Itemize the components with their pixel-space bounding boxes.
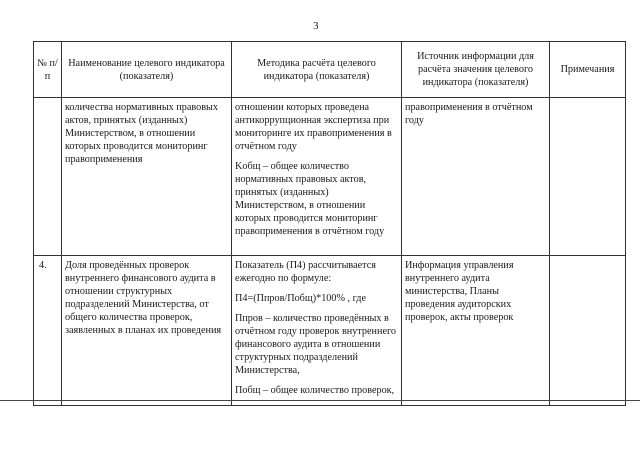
row-number: 4. <box>34 256 62 406</box>
method-paragraph: Показатель (П4) рассчитывается ежегодно по формуле: <box>235 260 376 284</box>
source-cell: правоприменения в отчётном году <box>402 98 550 256</box>
table-row <box>34 98 626 256</box>
notes-cell <box>550 98 626 256</box>
header-method: Методика расчёта целевого индикатора (показателя) <box>232 42 402 98</box>
table-header-row <box>34 42 626 98</box>
header-number: № п/п <box>34 42 62 98</box>
header-indicator-name: Наименование целевого индикатора (показателя) <box>62 42 232 98</box>
header-notes: Примечания <box>550 42 626 98</box>
indicator-name: количества нормативных правовых актов, принятых (изданных) Министерством, в отношении которых проводится мониторинг правоприменения <box>62 98 232 256</box>
method-paragraph: Ппров – количество проведённых в отчётном году проверок внутреннего финансового аудита в отношении структурных подразделений Министерства, <box>235 313 396 376</box>
formula: П4=(Ппров/Побщ)*100% , где <box>235 293 366 304</box>
method-paragraph: Kобщ – общее количество нормативных правовых актов, принятых (изданных) Министерством, в отношении которых проводится мониторинг правоприменения в отчётном году <box>235 161 385 237</box>
page-bottom-rule <box>0 400 640 401</box>
method-paragraph: Побщ – общее количество проверок, <box>235 385 395 396</box>
notes-cell <box>550 256 626 406</box>
page-number: 3 <box>313 20 319 32</box>
indicator-name: Доля проведённых проверок внутреннего финансового аудита в отношении структурных подразделений Министерства, от общего количества проверок, заявленных в планах их проведения <box>62 256 232 406</box>
table-row <box>34 256 626 406</box>
indicator-table <box>33 41 626 406</box>
method-cell <box>232 98 402 256</box>
method-cell <box>232 256 402 406</box>
header-source: Источник информации для расчёта значения целевого индикатора (показателя) <box>402 42 550 98</box>
row-number <box>34 98 62 256</box>
source-cell: Информация управления внутреннего аудита министерства, Планы проведения аудиторских проверок, акты проверок <box>402 256 550 406</box>
method-paragraph: отношении которых проведена антикоррупционная экспертиза при мониторинге их правоприменения в отчётном году <box>235 102 392 152</box>
